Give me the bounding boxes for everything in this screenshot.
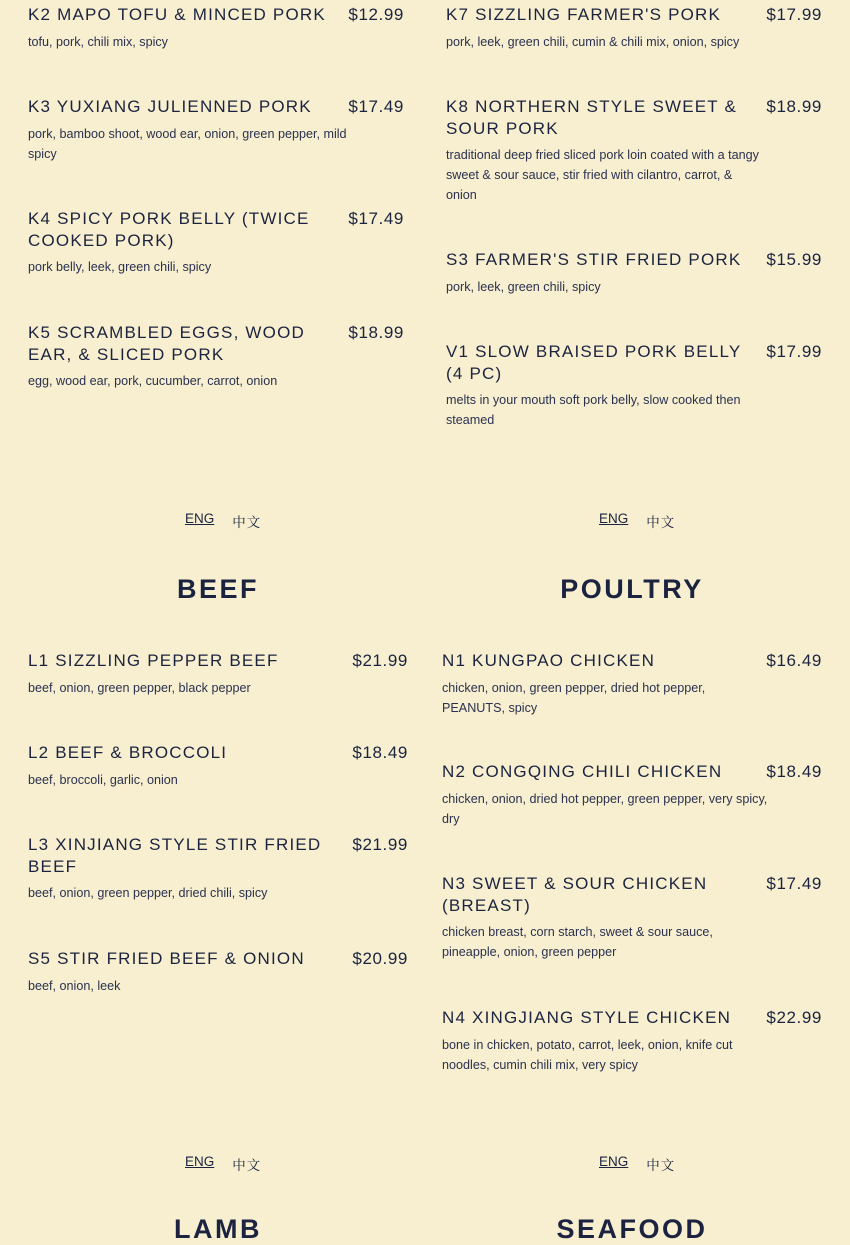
section-title-seafood: SEAFOOD bbox=[556, 1214, 708, 1244]
item-description: beef, onion, green pepper, dried chili, spicy bbox=[28, 886, 268, 900]
item-price: $16.49 bbox=[766, 651, 822, 670]
lang-eng-link[interactable]: ENG bbox=[599, 511, 629, 526]
item-price: $17.49 bbox=[348, 97, 404, 116]
menu-item-s3 bbox=[446, 249, 822, 297]
lang-eng-link[interactable]: ENG bbox=[185, 1154, 215, 1169]
item-description: tofu, pork, chili mix, spicy bbox=[28, 34, 168, 49]
item-description: pork, leek, green chili, cumin & chili mix, onion, spicy bbox=[446, 34, 740, 49]
menu-item-l1 bbox=[28, 650, 408, 698]
item-description: beef, onion, green pepper, black pepper bbox=[28, 680, 251, 695]
item-description: beef, onion, leek bbox=[28, 978, 121, 993]
menu-item-v1 bbox=[446, 341, 822, 430]
item-description: chicken, onion, green pepper, dried hot pepper, PEANUTS, spicy bbox=[442, 680, 706, 715]
language-switcher-lamb bbox=[185, 1154, 261, 1174]
item-price: $18.99 bbox=[766, 97, 822, 116]
menu-item-k3 bbox=[28, 96, 404, 164]
item-price: $18.99 bbox=[348, 323, 404, 342]
item-price: $17.99 bbox=[766, 5, 822, 24]
item-price: $21.99 bbox=[352, 651, 408, 670]
item-description: bone in chicken, potato, carrot, leek, onion, knife cut noodles, cumin chili mix, very spicy bbox=[442, 1037, 733, 1072]
menu-item-l2 bbox=[28, 742, 408, 790]
language-switcher-seafood bbox=[599, 1154, 675, 1174]
menu-item-n4 bbox=[442, 1007, 822, 1075]
item-name: L3 XINJIANG STYLE STIR FRIED BEEF bbox=[28, 835, 322, 876]
menu-item-k5 bbox=[28, 322, 404, 391]
item-description: pork belly, leek, green chili, spicy bbox=[28, 260, 212, 274]
menu-item-n1 bbox=[442, 650, 822, 718]
item-name: K2 MAPO TOFU & MINCED PORK bbox=[28, 5, 326, 24]
item-name: K3 YUXIANG JULIENNED PORK bbox=[28, 97, 312, 116]
lang-eng-link[interactable]: ENG bbox=[185, 511, 215, 526]
item-name: K4 SPICY PORK BELLY (TWICE COOKED PORK) bbox=[28, 209, 310, 250]
item-price: $15.99 bbox=[766, 250, 822, 269]
item-price: $17.49 bbox=[766, 874, 822, 893]
item-name: N3 SWEET & SOUR CHICKEN (BREAST) bbox=[442, 874, 708, 915]
item-description: chicken, onion, dried hot pepper, green pepper, very spicy, dry bbox=[442, 791, 768, 826]
item-description: melts in your mouth soft pork belly, slow cooked then steamed bbox=[446, 393, 741, 427]
menu-item-n2 bbox=[442, 761, 822, 829]
lang-eng-link[interactable]: ENG bbox=[599, 1154, 629, 1169]
menu-item-n3 bbox=[442, 873, 822, 962]
menu-item-k7 bbox=[446, 4, 822, 52]
menu-item-s5 bbox=[28, 948, 408, 996]
item-price: $18.49 bbox=[352, 743, 408, 762]
item-description: traditional deep fried sliced pork loin coated with a tangy sweet & sour sauce, stir fried with cilantro, carrot, & onion bbox=[446, 148, 759, 202]
menu-item-k2 bbox=[28, 4, 404, 52]
item-price: $21.99 bbox=[352, 835, 408, 854]
menu-item-k4 bbox=[28, 208, 404, 277]
item-name: S3 FARMER'S STIR FRIED PORK bbox=[446, 250, 742, 269]
item-price: $18.49 bbox=[766, 762, 822, 781]
item-name: L2 BEEF & BROCCOLI bbox=[28, 743, 228, 762]
item-name: N2 CONGQING CHILI CHICKEN bbox=[442, 762, 723, 781]
item-name: V1 SLOW BRAISED PORK BELLY (4 PC) bbox=[446, 342, 742, 383]
item-name: K7 SIZZLING FARMER'S PORK bbox=[446, 5, 722, 24]
item-description: pork, leek, green chili, spicy bbox=[446, 279, 601, 294]
item-name: N4 XINGJIANG STYLE CHICKEN bbox=[442, 1008, 732, 1027]
section-title-lamb: LAMB bbox=[174, 1214, 262, 1244]
language-switcher-beef bbox=[185, 511, 261, 531]
section-title-beef: BEEF bbox=[176, 574, 259, 604]
section-title-poultry: POULTRY bbox=[560, 574, 704, 604]
lang-zh-link[interactable]: 中文 bbox=[646, 515, 676, 530]
item-description: beef, broccoli, garlic, onion bbox=[28, 772, 178, 787]
item-price: $22.99 bbox=[766, 1008, 822, 1027]
item-description: pork, bamboo shoot, wood ear, onion, green pepper, mild spicy bbox=[28, 126, 347, 161]
lang-zh-link[interactable]: 中文 bbox=[232, 1158, 262, 1173]
lang-zh-link[interactable]: 中文 bbox=[646, 1158, 676, 1173]
item-name: S5 STIR FRIED BEEF & ONION bbox=[28, 949, 305, 968]
item-price: $20.99 bbox=[352, 949, 408, 968]
item-price: $17.99 bbox=[766, 342, 822, 361]
item-name: N1 KUNGPAO CHICKEN bbox=[442, 651, 656, 670]
item-description: egg, wood ear, pork, cucumber, carrot, onion bbox=[28, 374, 278, 388]
item-name: K5 SCRAMBLED EGGS, WOOD EAR, & SLICED PORK bbox=[28, 323, 305, 364]
language-switcher-poultry bbox=[599, 511, 675, 531]
menu-item-l3 bbox=[28, 834, 408, 903]
item-description: chicken breast, corn starch, sweet & sour sauce, pineapple, onion, green pepper bbox=[442, 925, 713, 959]
item-price: $12.99 bbox=[348, 5, 404, 24]
item-name: K8 NORTHERN STYLE SWEET & SOUR PORK bbox=[446, 97, 738, 138]
lang-zh-link[interactable]: 中文 bbox=[232, 515, 262, 530]
item-price: $17.49 bbox=[348, 209, 404, 228]
item-name: L1 SIZZLING PEPPER BEEF bbox=[28, 651, 279, 670]
menu-item-k8 bbox=[446, 96, 822, 205]
